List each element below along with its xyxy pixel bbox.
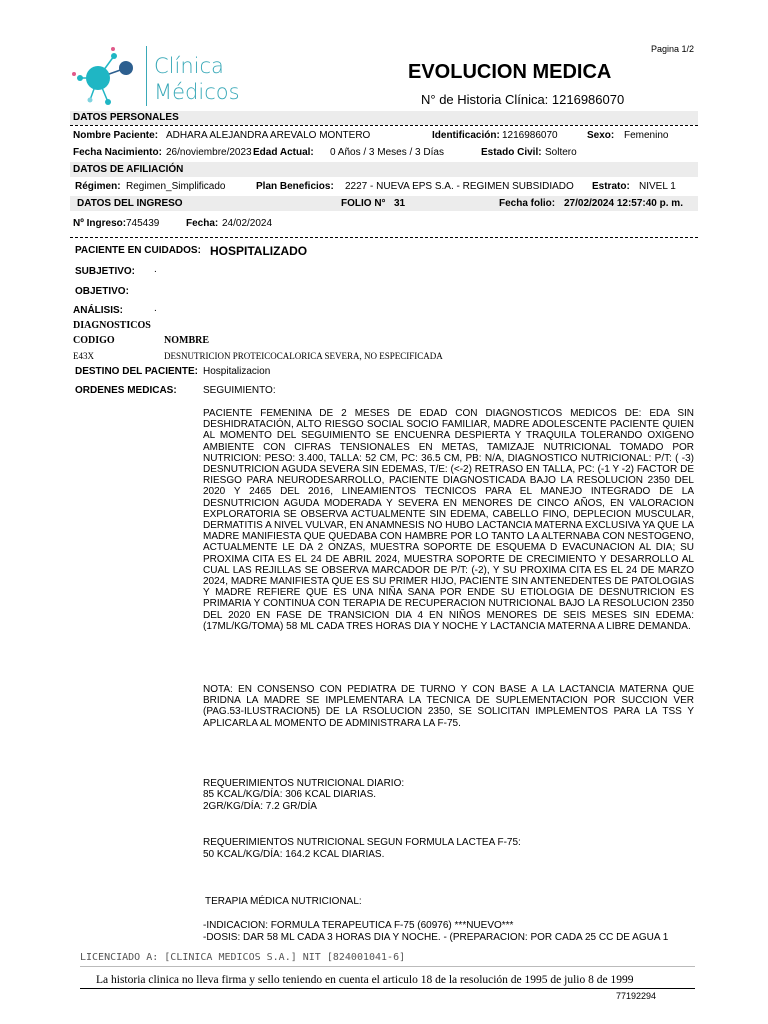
objetivo-label: OBJETIVO: [75,286,129,297]
footer-document-number: 77192294 [616,991,657,1001]
terapia-line-2: -DOSIS: DAR 58 ML CADA 3 HORAS DIA Y NOCHE. - (PREPARACION: POR CADA 25 CC DE AGUA 1 [203,932,669,943]
cuidados-label: PACIENTE EN CUIDADOS: [75,245,201,256]
estrato-label: Estrato: [592,181,630,192]
plan-beneficios-label: Plan Beneficios: [256,181,334,192]
section-title-ingreso: DATOS DEL INGRESO [77,198,183,209]
sexo-label: Sexo: [587,130,615,141]
footer-legal-note: La historia clinica no lleva firma y sello teniendo en cuenta el articulo 18 de la resolución de 1995 de julio 8 de 1999 [96,974,634,986]
section-title-afiliacion: DATOS DE AFILIACIÓN [73,164,184,175]
fecha-nacimiento-label: Fecha Nacimiento: [73,147,162,158]
regimen-label: Régimen: [75,181,121,192]
clinic-logo [70,44,250,114]
nombre-label: Nombre Paciente: [73,130,159,141]
req-diario-title: REQUERIMIENTOS NUTRICIONAL DIARIO: [203,778,405,789]
folio-value: 31 [394,198,406,209]
paragraph-2-text: NOTA: EN CONSENSO CON PEDIATRA DE TURNO Y CON BASE A LA LACTANCIA MATERNA QUE BRIDNA LA MADRE SE IMPLEMENTARA LA TECNICA DE SUPLEMENTACION POR SUCCION VER (PAG.53-ILUSTRACION5) DE LA RSOLUCION 2350, SE SOLICITAN IMPLEMENTOS PARA LA TSS Y APLICARLA AL MOMENTO DE ADMINISTRARA LA F-75. [203,684,694,729]
ordenes-label: ORDENES MEDICAS: [75,385,177,396]
section-title-datos-personales: DATOS PERSONALES [73,112,179,123]
plan-beneficios-value: 2227 - NUEVA EPS S.A. - REGIMEN SUBSIDIADO [345,181,574,192]
fecha-folio-label: Fecha folio: [499,198,556,209]
document-title: EVOLUCION MEDICA [408,61,612,83]
page-number: Pagina 1/2 [651,44,695,54]
codigo-header: CODIGO [73,335,115,346]
identificacion-value: 1216986070 [502,130,558,141]
logo-text-line2: Médicos [154,80,240,104]
logo-text-line1: Clínica [154,54,224,78]
sexo-value: Femenino [624,130,669,141]
history-number: N° de Historia Clínica: 1216986070 [421,92,625,107]
diagnostico-codigo: E43X [73,351,94,361]
ingreso-value: 745439 [126,218,160,229]
footer-rule-bottom [80,988,695,989]
regimen-value: Regimen_Simplificado [126,181,226,192]
req-diario-line-2: 2GR/KG/DÍA: 7.2 GR/DÍA [203,801,317,812]
diagnosticos-label: DIAGNOSTICOS [73,320,151,331]
req-diario-line-1: 85 KCAL/KG/DÍA: 306 KCAL DIARIAS. [203,789,377,800]
fecha-ingreso-value: 24/02/2024 [222,218,273,229]
analisis-label: ANÁLISIS: [73,305,123,316]
footer-rule [80,966,695,967]
clinical-note-paragraph-1 [203,408,694,632]
footer-license: LICENCIADO A: [CLINICA MEDICOS S.A.] NIT [824001041-6] [80,952,406,963]
req-formula-line-1: 50 KCAL/KG/DÍA: 164.2 KCAL DIARIAS. [203,849,385,860]
subjetivo-label: SUBJETIVO: [75,266,136,277]
seguimiento-heading: SEGUIMIENTO: [203,385,276,396]
divider [70,125,698,126]
terapia-title: TERAPIA MÉDICA NUTRICIONAL: [205,896,362,907]
edad-label: Edad Actual: [253,147,314,158]
cuidados-value: HOSPITALIZADO [210,244,308,258]
clinical-note-paragraph-2 [203,684,694,729]
paragraph-1-text: PACIENTE FEMENINA DE 2 MESES DE EDAD CON DIAGNOSTICOS MEDICOS DE: EDA SIN DESHIDRATACIÓN, ALTO RIESGO SOCIAL SOCIO FAMILIAR, MADRE ADOLESCENTE PACIENTE QUIEN AL MOMENTO DEL SEGUIMIENTO SE ENCUENRA DESPIERTA Y TRAQUILA TOLERANDO OXIGENO AMBIENTE CON CIFRAS TENSIONALES EN METAS, TAMIZAJE NUTRICIONAL TOMADO POR NUTRICION: PESO: 3.400, TALLA: 52 CM, PC: 36.5 CM, PB: N/A, DIAGNOSTICO NUTRICIONAL: P/T: ( -3) DESNUTRICION AGUDA SEVERA SIN EDEMAS, T/E: (<-2) RETRASO EN TALLA, PC: (-1 Y -2) FACTOR DE RIESGO PARA NEURODESARROLLO, PACIENTE DIAGNOSTICADA BAJO LA RESOLUCION 2350 DEL 2020 Y 2465 DEL 2016, LINEAMIENTOS TECNICOS PARA EL MANEJO INTEGRADO DE LA DESNUTRICION AGUDA MODERADA Y SEVERA EN MENORES DE CINCO AÑOS, EN VALORACION EXPLORATORIA SE OBSERVA ACTUALMENTE SIN EDEMA, CABELLO FINO, DEPLECION MUSCULAR, DERMATITIS A NIVEL VULVAR, EN ANAMNESIS NO HUBO LACTANCIA MATERNA EXCLUSIVA YA QUE LA MADRE MANIFIESTA QUE QUEDABA CON HAMBRE POR LO TANTO LA ALTERNABA CON NESTOGENO, ACTUALMENTE LE DA 2 ONZAS, MUESTRA SOPORTE DE ESQUEMA D EVACUNACION AL DIA; SU PROXIMA CITA ES EL 24 DE ABRIL 2024, MUESTRA SOPORTE DE CRECIMIENTO Y DESARROLLO AL CUAL LAS REJILLAS SE OBSERVA MARCADOR DE P/T: (-2), Y SU PROXIMA CITA ES EL 24 DE MARZO 2024, MADRE MANIFIESTA QUE ES SU PRIMER HIJO, PACIENTE SIN ANTENEDENTES DE PATOLOGIAS Y MADRE REFIERE QUE ES UNA NIÑA SANA POR ENDE SU ETIOLOGIA DE DESNUTRICION ES PRIMARIA Y CONTINUA CON TERAPIA DE RECUPERACION NUTRICIONAL BAJO LA RESOLUCION 2350 DEL 2020 EN FASE DE TRANSICION DIA 4 EN NIÑOS MENORES DE SEIS MESES SIN EDEMA: (17ML/KG/TOMA) 58 ML CADA TRES HORAS DIA Y NOCHE Y LACTANCIA MATERNA A LIBRE DEMANDA. [203,408,694,632]
fecha-folio-value: 27/02/2024 12:57:40 p. m. [564,198,683,209]
ingreso-label: Nº Ingreso: [73,218,127,229]
destino-label: DESTINO DEL PACIENTE: [75,366,198,377]
folio-label: FOLIO N° [341,198,386,209]
req-formula-title: REQUERIMIENTOS NUTRICIONAL SEGUN FORMULA LACTEA F-75: [203,837,521,848]
analisis-value: . [154,303,157,314]
estado-civil-value: Soltero [545,147,577,158]
nombre-header: NOMBRE [164,335,209,346]
terapia-line-1: -INDICACION: FORMULA TERAPEUTICA F-75 (60976) ***NUEVO*** [203,920,514,931]
estrato-value: NIVEL 1 [639,181,676,192]
nombre-value: ADHARA ALEJANDRA AREVALO MONTERO [166,130,371,141]
estado-civil-label: Estado Civil: [481,147,542,158]
destino-value: Hospitalizacion [203,366,271,377]
divider [70,237,698,238]
fecha-nacimiento-value: 26/noviembre/2023 [166,147,252,158]
diagnostico-nombre: DESNUTRICION PROTEICOCALORICA SEVERA, NO ESPECIFICADA [164,351,443,361]
edad-value: 0 Años / 3 Meses / 3 Días [330,147,444,158]
fecha-ingreso-label: Fecha: [186,218,219,229]
identificacion-label: Identificación: [432,130,500,141]
logo-divider [146,46,147,106]
clinic-logo-icon [70,44,140,108]
subjetivo-value: . [154,264,157,275]
